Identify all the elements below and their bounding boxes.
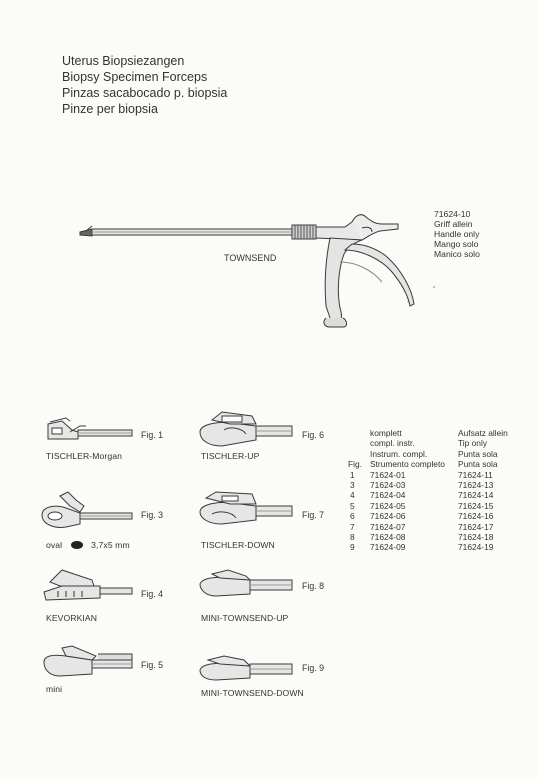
fig1-caption: TISCHLER-Morgan <box>46 451 122 461</box>
title-spanish: Pinzas sacabocado p. biopsia <box>62 86 228 100</box>
fig5-caption: mini <box>46 684 63 694</box>
fig5-label: Fig. 5 <box>141 660 164 670</box>
row-tip: 71624-19 <box>458 542 494 553</box>
row-complete: 71624-07 <box>370 521 406 532</box>
fig8-caption: MINI-TOWNSEND-UP <box>201 613 289 623</box>
row-complete: 71624-08 <box>370 531 406 542</box>
fig6-label: Fig. 6 <box>302 430 325 440</box>
header-tip-de: Aufsatz allein <box>458 428 508 438</box>
fig9-tip-drawing <box>200 656 292 680</box>
row-fig: 4 <box>350 490 355 501</box>
table-header-fig <box>348 459 362 469</box>
header-tip-es: Punta sola <box>458 448 498 459</box>
header-complete-es: Instrum. compl. <box>370 448 428 459</box>
title-italian: Pinze per biopsia <box>62 102 158 116</box>
row-complete: 71624-01 <box>370 469 406 480</box>
title-german: Uterus Biopsiezangen <box>62 54 185 68</box>
fig8-label: Fig. 8 <box>302 581 325 591</box>
townsend-label: TOWNSEND <box>224 253 277 263</box>
row-fig: 1 <box>350 469 355 480</box>
header-complete-it: Strumento completo <box>370 459 445 470</box>
table-row <box>348 470 536 480</box>
row-fig: 9 <box>350 542 355 553</box>
fig7-label: Fig. 7 <box>302 510 325 520</box>
row-fig: 5 <box>350 500 355 511</box>
fig3-caption-suffix: 3,7x5 mm <box>91 540 130 550</box>
table-row <box>348 522 536 532</box>
fig9-label: Fig. 9 <box>302 663 325 673</box>
row-complete: 71624-05 <box>370 500 406 511</box>
fig1-label: Fig. 1 <box>141 430 164 440</box>
row-tip: 71624-18 <box>458 531 494 542</box>
row-tip: 71624-14 <box>458 490 494 501</box>
row-fig: 7 <box>350 521 355 532</box>
oval-shape-icon <box>71 541 83 549</box>
table-row <box>348 490 536 500</box>
row-tip: 71624-15 <box>458 500 494 511</box>
fig4-tip-drawing <box>44 570 132 600</box>
fig3-tip-drawing <box>42 492 132 527</box>
fig7-tip-drawing <box>200 492 292 524</box>
row-fig: 3 <box>350 479 355 490</box>
row-tip: 71624-13 <box>458 479 494 490</box>
handle-de: Griff allein <box>434 219 473 229</box>
fig6-tip-drawing <box>200 412 292 446</box>
fig4-label: Fig. 4 <box>141 589 164 599</box>
handle-en: Handle only <box>434 229 480 239</box>
table-row <box>348 480 536 490</box>
table-rows <box>348 470 536 553</box>
table-header-tip <box>458 428 508 470</box>
row-complete: 71624-04 <box>370 490 406 501</box>
title-english: Biopsy Specimen Forceps <box>62 70 208 84</box>
row-fig: 6 <box>350 511 355 522</box>
table-row <box>348 542 536 552</box>
row-complete: 71624-09 <box>370 542 406 553</box>
fig8-tip-drawing <box>200 570 292 596</box>
header-tip-en: Tip only <box>458 438 488 449</box>
fig3-caption <box>46 540 130 550</box>
header-complete-de: komplett <box>370 428 402 438</box>
row-complete: 71624-06 <box>370 511 406 522</box>
row-tip: 71624-11 <box>458 469 493 480</box>
fig3-caption-prefix: oval <box>46 540 63 550</box>
fig1-tip-drawing <box>48 418 132 439</box>
fig6-caption: TISCHLER-UP <box>201 451 260 461</box>
handle-es: Mango solo <box>434 239 479 249</box>
handle-code-block <box>434 209 480 259</box>
fig3-label: Fig. 3 <box>141 510 164 520</box>
title-block <box>62 53 227 117</box>
fig-column-header: Fig. <box>348 459 362 470</box>
handle-it: Manico solo <box>434 249 480 259</box>
fig9-caption: MINI-TOWNSEND-DOWN <box>201 688 304 698</box>
table-header-complete <box>370 428 445 470</box>
table-row <box>348 501 536 511</box>
table-row <box>348 511 536 521</box>
handle-code: 71624-10 <box>434 209 471 219</box>
order-number-table <box>348 428 536 568</box>
row-tip: 71624-17 <box>458 521 494 532</box>
row-tip: 71624-16 <box>458 511 494 522</box>
fig7-caption: TISCHLER-DOWN <box>201 540 275 550</box>
fig4-caption: KEVORKIAN <box>46 613 98 623</box>
header-complete-en: compl. instr. <box>370 438 415 449</box>
row-complete: 71624-03 <box>370 479 406 490</box>
row-fig: 8 <box>350 531 355 542</box>
fig5-tip-drawing <box>44 646 132 676</box>
header-tip-it: Punta sola <box>458 459 498 470</box>
table-row <box>348 532 536 542</box>
